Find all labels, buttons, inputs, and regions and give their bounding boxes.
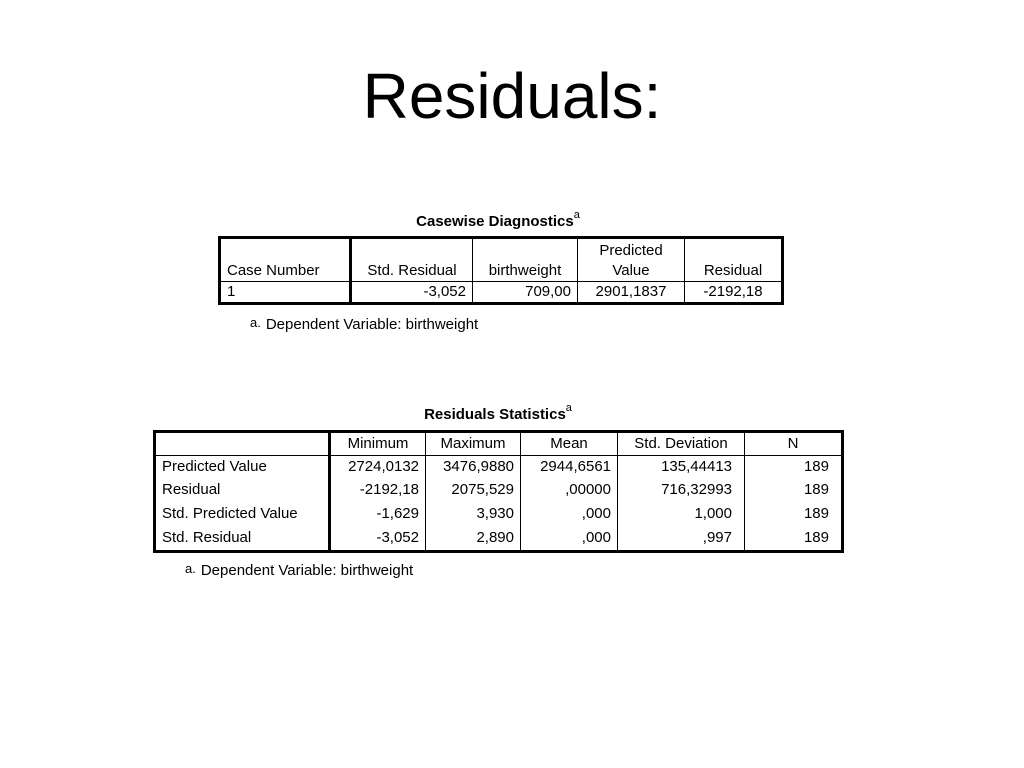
predicted-header-line2: Value xyxy=(612,262,650,279)
residuals-statistics-title xyxy=(388,401,608,424)
column-header-minimum: Minimum xyxy=(330,432,426,456)
cell-maximum: 2,890 xyxy=(426,526,521,552)
column-header-corner xyxy=(155,432,330,456)
column-header-std-residual: Std. Residual xyxy=(351,238,473,282)
cell-mean: 2944,6561 xyxy=(521,456,618,479)
cell-n: 189 xyxy=(803,481,829,498)
cell-minimum: -3,052 xyxy=(330,526,426,552)
row-label: Std. Residual xyxy=(155,526,330,552)
cell-n: 189 xyxy=(803,458,829,475)
cell-minimum: -1,629 xyxy=(330,502,426,526)
residuals-statistics-title-mark: a xyxy=(565,402,572,414)
row-label: Residual xyxy=(155,478,330,502)
cell-std-deviation: 716,32993 xyxy=(618,478,745,502)
row-label: Predicted Value xyxy=(155,456,330,479)
cell-mean: ,000 xyxy=(521,502,618,526)
casewise-title-text: Casewise Diagnostics xyxy=(416,213,574,230)
table-row xyxy=(155,526,843,552)
predicted-header-line1: Predicted xyxy=(599,242,663,259)
table-header-row xyxy=(155,432,843,456)
cell-maximum: 3476,9880 xyxy=(426,456,521,479)
table-row xyxy=(155,478,843,502)
slide-title: Residuals: xyxy=(362,60,662,132)
footnote-mark: a. xyxy=(185,561,196,576)
cell-case-number: 1 xyxy=(220,282,351,304)
cell-std-residual: -3,052 xyxy=(351,282,473,304)
residuals-statistics-title-text: Residuals Statistics xyxy=(424,406,566,423)
cell-std-deviation: ,997 xyxy=(618,526,745,552)
casewise-title xyxy=(388,208,608,231)
table-row xyxy=(155,456,843,479)
footnote-mark: a. xyxy=(250,315,261,330)
cell-minimum: 2724,0132 xyxy=(330,456,426,479)
row-label: Std. Predicted Value xyxy=(155,502,330,526)
cell-birthweight: 709,00 xyxy=(473,282,578,304)
residuals-statistics-table xyxy=(153,430,844,553)
cell-residual: -2192,18 xyxy=(703,283,763,300)
column-header-std-deviation: Std. Deviation xyxy=(618,432,745,456)
table-row xyxy=(220,282,783,304)
column-header-birthweight: birthweight xyxy=(473,238,578,282)
casewise-title-mark: a xyxy=(573,209,580,221)
column-header-n: N xyxy=(745,432,843,456)
cell-std-deviation: 135,44413 xyxy=(618,456,745,479)
cell-mean: ,000 xyxy=(521,526,618,552)
cell-n: 189 xyxy=(803,529,829,546)
residuals-statistics-footnote xyxy=(185,562,413,580)
column-header-maximum: Maximum xyxy=(426,432,521,456)
footnote-text: Dependent Variable: birthweight xyxy=(265,316,479,333)
column-header-mean: Mean xyxy=(521,432,618,456)
column-header-residual: Residual xyxy=(685,238,783,282)
cell-maximum: 3,930 xyxy=(426,502,521,526)
column-header-case-number: Case Number xyxy=(220,238,351,282)
table-header-row xyxy=(220,238,783,282)
cell-mean: ,00000 xyxy=(521,478,618,502)
column-header-predicted-value xyxy=(578,238,685,282)
casewise-footnote xyxy=(250,316,478,334)
cell-maximum: 2075,529 xyxy=(426,478,521,502)
footnote-text: Dependent Variable: birthweight xyxy=(200,562,414,579)
cell-n: 189 xyxy=(803,505,829,522)
cell-minimum: -2192,18 xyxy=(330,478,426,502)
casewise-diagnostics-table xyxy=(218,236,784,305)
table-row xyxy=(155,502,843,526)
cell-predicted-value: 2901,1837 xyxy=(578,282,685,304)
cell-std-deviation: 1,000 xyxy=(618,502,745,526)
